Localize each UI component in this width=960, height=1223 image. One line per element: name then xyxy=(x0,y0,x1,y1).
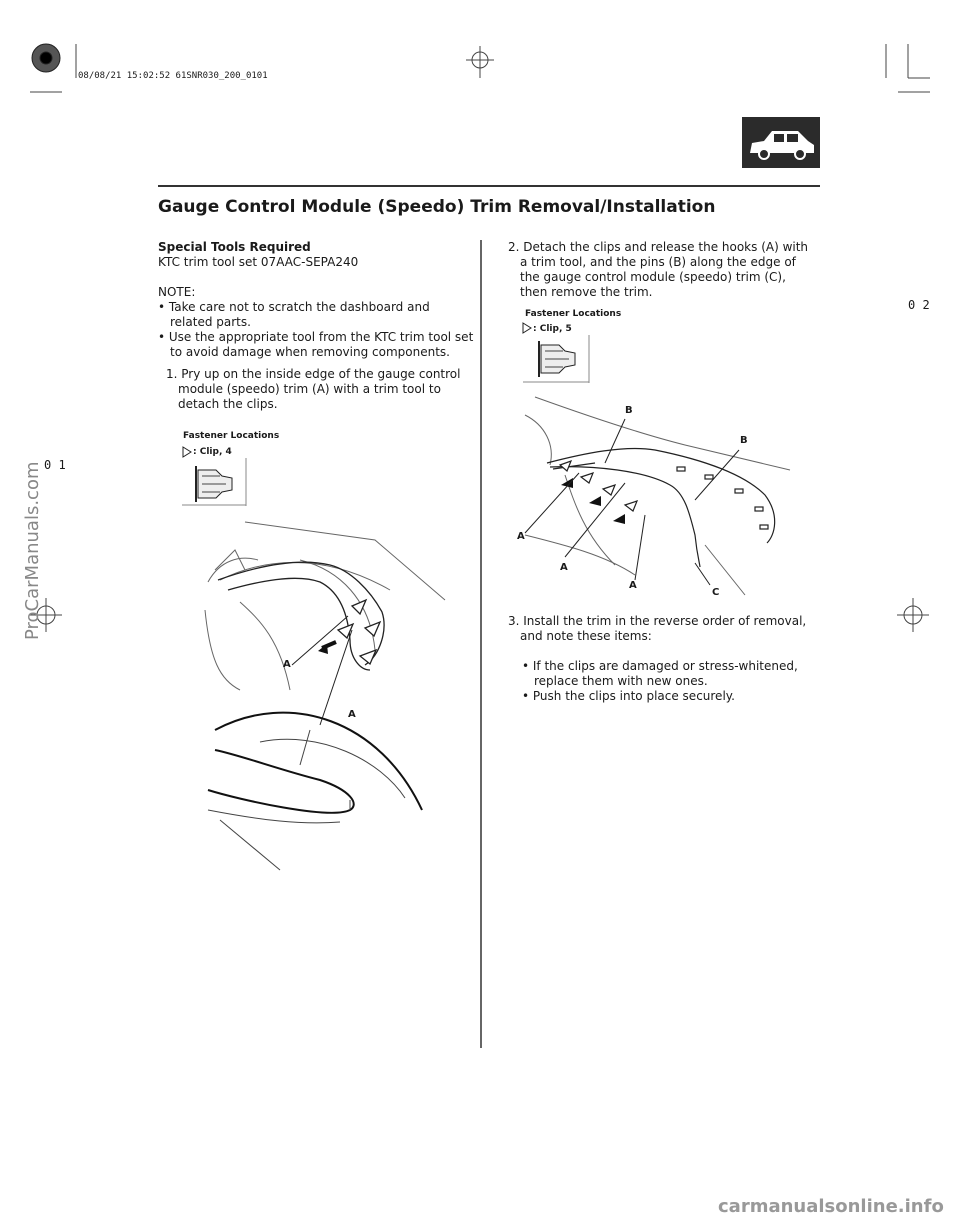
step-3-item: • Push the clips into place securely. xyxy=(522,689,735,703)
clip-triangle-icon xyxy=(521,322,533,334)
note-item: • Take care not to scratch the dashboard and related parts. xyxy=(158,300,430,329)
callout-a-2: A xyxy=(560,562,568,573)
vertical-watermark: ProCarManuals.com xyxy=(22,461,43,640)
body-section-icon xyxy=(742,117,820,168)
note-item: • Use the appropriate tool from the KTC trim tool set to avoid damage when removing components. xyxy=(158,330,474,359)
dash-illustration-right xyxy=(505,395,795,605)
tools-text: KTC trim tool set 07AAC-SEPA240 xyxy=(158,255,359,269)
step-2: 2. Detach the clips and release the hooks (A) with a trim tool, and the pins (B) along the edge of the gauge control module (speedo) trim (C), then remove the trim. xyxy=(508,240,809,299)
step-3: 3. Install the trim in the reverse order of removal, and note these items: xyxy=(508,614,807,643)
crosshair-top xyxy=(466,46,494,78)
step-3-block xyxy=(508,614,808,704)
callout-a-lower: A xyxy=(348,709,356,720)
clip-label: : Clip, 4 xyxy=(193,447,232,457)
note-label: NOTE: xyxy=(158,285,196,299)
callout-b-right: B xyxy=(740,435,748,446)
clip-triangle-icon xyxy=(181,446,193,458)
left-margin-mark: 0 1 xyxy=(44,458,66,472)
tools-heading: Special Tools Required xyxy=(158,240,311,254)
fastener-heading-right: Fastener Locations xyxy=(525,309,622,319)
callout-a-1: A xyxy=(517,531,525,542)
fastener-heading: Fastener Locations xyxy=(183,431,280,441)
crosshair-right xyxy=(897,598,929,632)
page-title: Gauge Control Module (Speedo) Trim Removal/Installation xyxy=(158,197,716,217)
callout-b-upper: B xyxy=(625,405,633,416)
registration-circle-top-left xyxy=(32,44,60,72)
step-3-item: • If the clips are damaged or stress-whitened, replace them with new ones. xyxy=(522,659,798,688)
clip-label-right: : Clip, 5 xyxy=(533,324,572,334)
print-stamp: 08/08/21 15:02:52 61SNR030_200_0101 xyxy=(78,71,268,81)
callout-a-upper: A xyxy=(283,659,291,670)
dash-illustration-left xyxy=(200,520,460,880)
callout-a-3: A xyxy=(629,580,637,591)
clip-illustration xyxy=(182,458,248,506)
right-margin-mark: 0 2 xyxy=(908,298,930,312)
callout-c: C xyxy=(712,587,720,598)
clip-illustration-right xyxy=(523,335,591,385)
step-1: 1. Pry up on the inside edge of the gauge control module (speedo) trim (A) with a trim tool to detach the clips. xyxy=(166,367,461,411)
left-column xyxy=(158,240,474,412)
car-icon xyxy=(742,117,820,168)
bottom-watermark: carmanualsonline.info xyxy=(718,1196,944,1217)
